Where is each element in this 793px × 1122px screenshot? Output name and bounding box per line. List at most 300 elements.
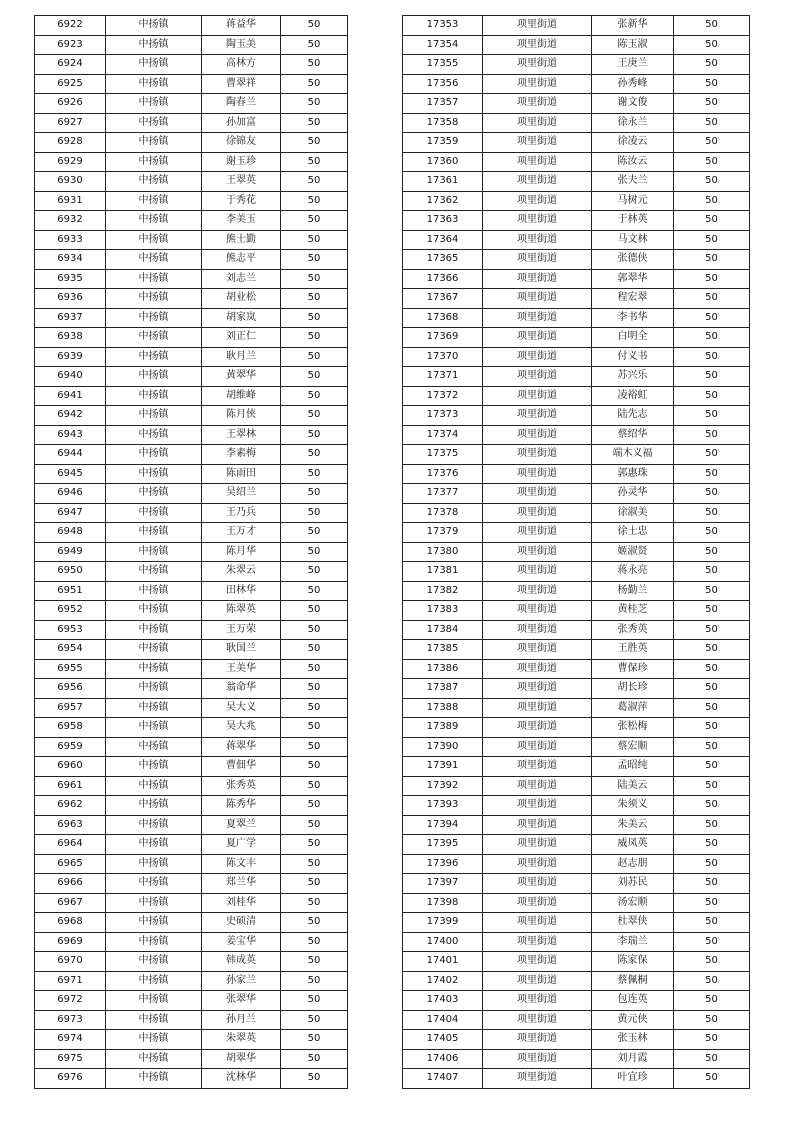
town-cell: 中扬镇 [106, 74, 202, 94]
amount-cell: 50 [674, 172, 750, 192]
town-cell: 项里街道 [483, 406, 592, 426]
town-cell: 项里街道 [483, 1069, 592, 1089]
id-cell: 17389 [403, 718, 483, 738]
id-cell: 6959 [35, 737, 106, 757]
name-cell: 孙秀峰 [592, 74, 674, 94]
amount-cell: 50 [281, 737, 348, 757]
id-cell: 17402 [403, 971, 483, 991]
name-cell: 杨勤兰 [592, 581, 674, 601]
amount-cell: 50 [281, 1010, 348, 1030]
amount-cell: 50 [281, 191, 348, 211]
id-cell: 17407 [403, 1069, 483, 1089]
name-cell: 蒋翠华 [202, 737, 281, 757]
name-cell: 蒋益华 [202, 16, 281, 36]
id-cell: 6931 [35, 191, 106, 211]
town-cell: 中扬镇 [106, 1010, 202, 1030]
name-cell: 谢文俊 [592, 94, 674, 114]
town-cell: 项里街道 [483, 308, 592, 328]
id-cell: 17370 [403, 347, 483, 367]
town-cell: 中扬镇 [106, 503, 202, 523]
name-cell: 马树元 [592, 191, 674, 211]
town-cell: 项里街道 [483, 133, 592, 153]
id-cell: 17361 [403, 172, 483, 192]
name-cell: 陈汝云 [592, 152, 674, 172]
table-row [35, 211, 348, 231]
amount-cell: 50 [674, 230, 750, 250]
id-cell: 17362 [403, 191, 483, 211]
id-cell: 17369 [403, 328, 483, 348]
table-row [403, 16, 750, 36]
table-row [35, 16, 348, 36]
table-row [35, 289, 348, 309]
name-cell: 徐永兰 [592, 113, 674, 133]
name-cell: 陈月华 [202, 542, 281, 562]
table-row [403, 1049, 750, 1069]
id-cell: 17395 [403, 835, 483, 855]
name-cell: 李美玉 [202, 211, 281, 231]
town-cell: 项里街道 [483, 1010, 592, 1030]
id-cell: 6927 [35, 113, 106, 133]
id-cell: 6974 [35, 1030, 106, 1050]
town-cell: 中扬镇 [106, 133, 202, 153]
name-cell: 端木义福 [592, 445, 674, 465]
amount-cell: 50 [281, 425, 348, 445]
town-cell: 项里街道 [483, 55, 592, 75]
id-cell: 17392 [403, 776, 483, 796]
id-cell: 6954 [35, 640, 106, 660]
table-row [403, 55, 750, 75]
id-cell: 6964 [35, 835, 106, 855]
name-cell: 陈月侠 [202, 406, 281, 426]
town-cell: 中扬镇 [106, 1049, 202, 1069]
name-cell: 葛淑萍 [592, 698, 674, 718]
name-cell: 刘桂华 [202, 893, 281, 913]
table-row [403, 874, 750, 894]
table-row [35, 718, 348, 738]
name-cell: 曹保珍 [592, 659, 674, 679]
name-cell: 夏广学 [202, 835, 281, 855]
amount-cell: 50 [674, 406, 750, 426]
table-row [35, 991, 348, 1011]
left-table-body [35, 16, 348, 1089]
table-row [403, 893, 750, 913]
town-cell: 中扬镇 [106, 445, 202, 465]
amount-cell: 50 [674, 893, 750, 913]
town-cell: 项里街道 [483, 620, 592, 640]
amount-cell: 50 [281, 835, 348, 855]
town-cell: 中扬镇 [106, 854, 202, 874]
id-cell: 17372 [403, 386, 483, 406]
id-cell: 6929 [35, 152, 106, 172]
town-cell: 中扬镇 [106, 523, 202, 543]
amount-cell: 50 [281, 815, 348, 835]
amount-cell: 50 [281, 55, 348, 75]
amount-cell: 50 [674, 503, 750, 523]
town-cell: 项里街道 [483, 367, 592, 387]
town-cell: 中扬镇 [106, 113, 202, 133]
amount-cell: 50 [674, 386, 750, 406]
town-cell: 项里街道 [483, 854, 592, 874]
table-row [403, 289, 750, 309]
id-cell: 6935 [35, 269, 106, 289]
table-row [403, 796, 750, 816]
table-row [403, 991, 750, 1011]
table-row [403, 367, 750, 387]
table-row [35, 133, 348, 153]
name-cell: 张秀英 [592, 620, 674, 640]
name-cell: 郑兰华 [202, 874, 281, 894]
amount-cell: 50 [281, 328, 348, 348]
amount-cell: 50 [281, 991, 348, 1011]
town-cell: 中扬镇 [106, 698, 202, 718]
id-cell: 6972 [35, 991, 106, 1011]
amount-cell: 50 [281, 679, 348, 699]
name-cell: 王胜英 [592, 640, 674, 660]
amount-cell: 50 [674, 971, 750, 991]
town-cell: 中扬镇 [106, 835, 202, 855]
table-row [35, 406, 348, 426]
town-cell: 项里街道 [483, 757, 592, 777]
amount-cell: 50 [281, 289, 348, 309]
name-cell: 孙加富 [202, 113, 281, 133]
table-row [35, 971, 348, 991]
table-row [403, 757, 750, 777]
table-row [403, 152, 750, 172]
town-cell: 项里街道 [483, 425, 592, 445]
amount-cell: 50 [674, 133, 750, 153]
town-cell: 项里街道 [483, 991, 592, 1011]
id-cell: 6966 [35, 874, 106, 894]
amount-cell: 50 [281, 503, 348, 523]
name-cell: 付义书 [592, 347, 674, 367]
id-cell: 6961 [35, 776, 106, 796]
town-cell: 中扬镇 [106, 932, 202, 952]
table-row [35, 386, 348, 406]
id-cell: 17406 [403, 1049, 483, 1069]
town-cell: 项里街道 [483, 659, 592, 679]
town-cell: 中扬镇 [106, 1069, 202, 1089]
id-cell: 6944 [35, 445, 106, 465]
amount-cell: 50 [281, 464, 348, 484]
town-cell: 项里街道 [483, 347, 592, 367]
id-cell: 6973 [35, 1010, 106, 1030]
amount-cell: 50 [281, 1069, 348, 1089]
town-cell: 项里街道 [483, 913, 592, 933]
town-cell: 中扬镇 [106, 601, 202, 621]
id-cell: 6945 [35, 464, 106, 484]
table-row [403, 640, 750, 660]
table-row [35, 328, 348, 348]
amount-cell: 50 [281, 523, 348, 543]
name-cell: 朱翠英 [202, 1030, 281, 1050]
table-row [403, 386, 750, 406]
name-cell: 黄桂芝 [592, 601, 674, 621]
amount-cell: 50 [281, 35, 348, 55]
town-cell: 项里街道 [483, 640, 592, 660]
amount-cell: 50 [674, 35, 750, 55]
id-cell: 6934 [35, 250, 106, 270]
id-cell: 17368 [403, 308, 483, 328]
amount-cell: 50 [281, 913, 348, 933]
table-row [403, 445, 750, 465]
table-row [35, 835, 348, 855]
table-row [403, 1069, 750, 1089]
name-cell: 孙灵华 [592, 484, 674, 504]
table-row [403, 347, 750, 367]
name-cell: 史硕清 [202, 913, 281, 933]
name-cell: 刘正仁 [202, 328, 281, 348]
name-cell: 威凤英 [592, 835, 674, 855]
table-row [35, 503, 348, 523]
table-row [35, 74, 348, 94]
name-cell: 赵志朋 [592, 854, 674, 874]
id-cell: 17371 [403, 367, 483, 387]
town-cell: 中扬镇 [106, 211, 202, 231]
town-cell: 项里街道 [483, 35, 592, 55]
amount-cell: 50 [674, 16, 750, 36]
table-row [403, 542, 750, 562]
town-cell: 项里街道 [483, 601, 592, 621]
name-cell: 朱美云 [592, 815, 674, 835]
amount-cell: 50 [281, 718, 348, 738]
name-cell: 黄翠华 [202, 367, 281, 387]
id-cell: 6951 [35, 581, 106, 601]
table-row [403, 191, 750, 211]
amount-cell: 50 [281, 1030, 348, 1050]
name-cell: 王美华 [202, 659, 281, 679]
amount-cell: 50 [281, 562, 348, 582]
amount-cell: 50 [281, 796, 348, 816]
amount-cell: 50 [281, 269, 348, 289]
town-cell: 项里街道 [483, 211, 592, 231]
id-cell: 17388 [403, 698, 483, 718]
name-cell: 刘志兰 [202, 269, 281, 289]
town-cell: 项里街道 [483, 932, 592, 952]
table-row [403, 698, 750, 718]
amount-cell: 50 [674, 815, 750, 835]
amount-cell: 50 [281, 94, 348, 114]
town-cell: 中扬镇 [106, 776, 202, 796]
amount-cell: 50 [281, 172, 348, 192]
amount-cell: 50 [674, 991, 750, 1011]
name-cell: 朱须义 [592, 796, 674, 816]
table-row [35, 113, 348, 133]
amount-cell: 50 [281, 230, 348, 250]
name-cell: 耿国兰 [202, 640, 281, 660]
name-cell: 李瑞兰 [592, 932, 674, 952]
amount-cell: 50 [281, 932, 348, 952]
name-cell: 陆先志 [592, 406, 674, 426]
table-row [35, 1069, 348, 1089]
id-cell: 6953 [35, 620, 106, 640]
name-cell: 白明全 [592, 328, 674, 348]
name-cell: 郭惠珠 [592, 464, 674, 484]
town-cell: 中扬镇 [106, 542, 202, 562]
id-cell: 6952 [35, 601, 106, 621]
town-cell: 中扬镇 [106, 172, 202, 192]
id-cell: 6930 [35, 172, 106, 192]
amount-cell: 50 [281, 386, 348, 406]
table-row [403, 659, 750, 679]
table-row [403, 503, 750, 523]
table-row [403, 737, 750, 757]
amount-cell: 50 [674, 308, 750, 328]
amount-cell: 50 [674, 347, 750, 367]
id-cell: 17375 [403, 445, 483, 465]
amount-cell: 50 [674, 1049, 750, 1069]
table-row [35, 425, 348, 445]
amount-cell: 50 [674, 835, 750, 855]
town-cell: 项里街道 [483, 952, 592, 972]
table-row [35, 640, 348, 660]
town-cell: 中扬镇 [106, 367, 202, 387]
amount-cell: 50 [281, 874, 348, 894]
table-row [403, 113, 750, 133]
id-cell: 17387 [403, 679, 483, 699]
name-cell: 张松梅 [592, 718, 674, 738]
table-row [35, 347, 348, 367]
amount-cell: 50 [674, 191, 750, 211]
town-cell: 中扬镇 [106, 893, 202, 913]
table-row [403, 932, 750, 952]
town-cell: 中扬镇 [106, 620, 202, 640]
amount-cell: 50 [281, 581, 348, 601]
table-row [403, 211, 750, 231]
name-cell: 胡业松 [202, 289, 281, 309]
table-row [35, 854, 348, 874]
amount-cell: 50 [281, 445, 348, 465]
id-cell: 17391 [403, 757, 483, 777]
name-cell: 谢玉珍 [202, 152, 281, 172]
town-cell: 中扬镇 [106, 94, 202, 114]
table-row [403, 308, 750, 328]
town-cell: 项里街道 [483, 737, 592, 757]
name-cell: 蔡绍华 [592, 425, 674, 445]
town-cell: 项里街道 [483, 464, 592, 484]
town-cell: 项里街道 [483, 74, 592, 94]
table-row [403, 35, 750, 55]
id-cell: 6936 [35, 289, 106, 309]
id-cell: 6922 [35, 16, 106, 36]
table-row [35, 776, 348, 796]
id-cell: 6939 [35, 347, 106, 367]
amount-cell: 50 [674, 874, 750, 894]
table-row [35, 523, 348, 543]
name-cell: 吴大义 [202, 698, 281, 718]
amount-cell: 50 [281, 640, 348, 660]
town-cell: 中扬镇 [106, 406, 202, 426]
amount-cell: 50 [281, 698, 348, 718]
table-row [403, 854, 750, 874]
town-cell: 项里街道 [483, 562, 592, 582]
table-row [403, 776, 750, 796]
amount-cell: 50 [281, 308, 348, 328]
id-cell: 17364 [403, 230, 483, 250]
id-cell: 6943 [35, 425, 106, 445]
town-cell: 项里街道 [483, 581, 592, 601]
name-cell: 陈家保 [592, 952, 674, 972]
table-row [403, 581, 750, 601]
amount-cell: 50 [674, 659, 750, 679]
name-cell: 曹翠祥 [202, 74, 281, 94]
table-row [403, 464, 750, 484]
table-row [35, 445, 348, 465]
town-cell: 中扬镇 [106, 250, 202, 270]
amount-cell: 50 [674, 269, 750, 289]
name-cell: 胡维峰 [202, 386, 281, 406]
town-cell: 项里街道 [483, 386, 592, 406]
name-cell: 杜翠侠 [592, 913, 674, 933]
town-cell: 项里街道 [483, 484, 592, 504]
id-cell: 17394 [403, 815, 483, 835]
amount-cell: 50 [674, 776, 750, 796]
town-cell: 中扬镇 [106, 952, 202, 972]
town-cell: 中扬镇 [106, 289, 202, 309]
town-cell: 项里街道 [483, 523, 592, 543]
town-cell: 项里街道 [483, 172, 592, 192]
town-cell: 项里街道 [483, 679, 592, 699]
amount-cell: 50 [674, 74, 750, 94]
table-row [403, 172, 750, 192]
town-cell: 中扬镇 [106, 16, 202, 36]
amount-cell: 50 [674, 113, 750, 133]
table-row [35, 796, 348, 816]
name-cell: 吴绍兰 [202, 484, 281, 504]
name-cell: 包连英 [592, 991, 674, 1011]
table-row [35, 874, 348, 894]
town-cell: 项里街道 [483, 152, 592, 172]
amount-cell: 50 [674, 464, 750, 484]
town-cell: 中扬镇 [106, 581, 202, 601]
id-cell: 6942 [35, 406, 106, 426]
name-cell: 于秀花 [202, 191, 281, 211]
name-cell: 孟昭纯 [592, 757, 674, 777]
town-cell: 项里街道 [483, 191, 592, 211]
id-cell: 6975 [35, 1049, 106, 1069]
amount-cell: 50 [281, 542, 348, 562]
name-cell: 翁命华 [202, 679, 281, 699]
amount-cell: 50 [674, 601, 750, 621]
town-cell: 项里街道 [483, 1030, 592, 1050]
table-row [403, 835, 750, 855]
town-cell: 项里街道 [483, 328, 592, 348]
table-row [403, 269, 750, 289]
table-row [35, 581, 348, 601]
id-cell: 17366 [403, 269, 483, 289]
amount-cell: 50 [674, 854, 750, 874]
town-cell: 中扬镇 [106, 152, 202, 172]
amount-cell: 50 [281, 211, 348, 231]
table-row [35, 367, 348, 387]
town-cell: 中扬镇 [106, 796, 202, 816]
id-cell: 17358 [403, 113, 483, 133]
town-cell: 中扬镇 [106, 308, 202, 328]
table-row [35, 250, 348, 270]
amount-cell: 50 [674, 367, 750, 387]
town-cell: 项里街道 [483, 893, 592, 913]
table-row [35, 913, 348, 933]
town-cell: 项里街道 [483, 230, 592, 250]
id-cell: 6938 [35, 328, 106, 348]
id-cell: 6955 [35, 659, 106, 679]
id-cell: 17400 [403, 932, 483, 952]
table-row [35, 152, 348, 172]
town-cell: 项里街道 [483, 289, 592, 309]
name-cell: 徐锦友 [202, 133, 281, 153]
table-row [403, 406, 750, 426]
name-cell: 王乃兵 [202, 503, 281, 523]
id-cell: 17381 [403, 562, 483, 582]
